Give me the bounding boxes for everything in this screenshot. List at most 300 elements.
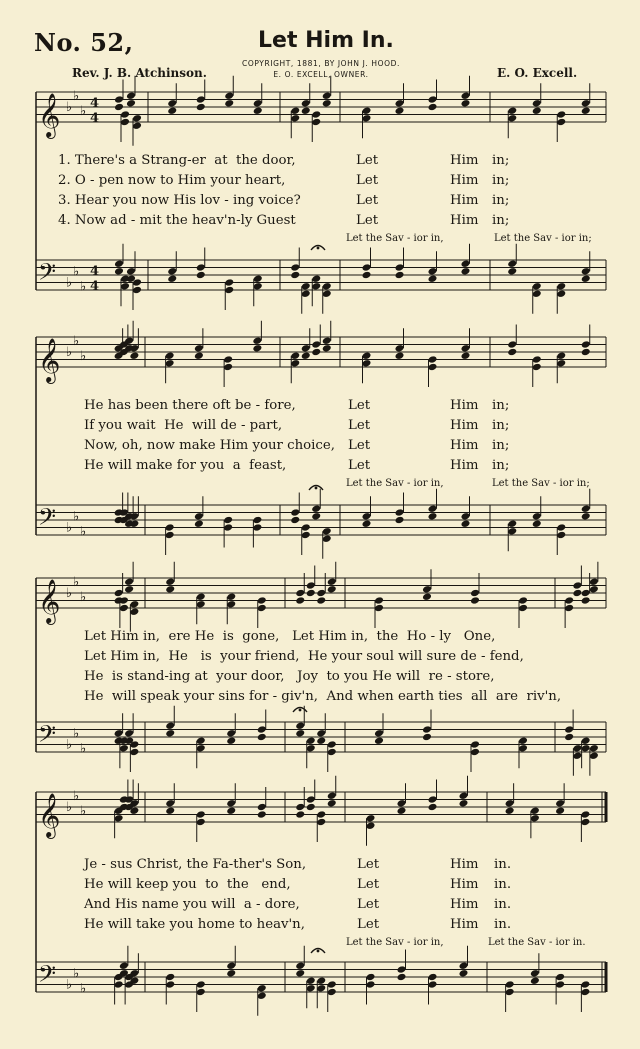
- note-head: [165, 523, 175, 532]
- note-head: [428, 267, 438, 276]
- note-head: [226, 729, 236, 738]
- refrain-echo: Let the Sav - ior in,: [346, 233, 444, 244]
- hymn-author: Rev. J. B. Atchinson.: [72, 66, 207, 80]
- note-head: [322, 289, 332, 298]
- verse-end: in;: [492, 418, 510, 433]
- treble-clef-icon: 𝄞: [38, 579, 61, 623]
- note-head: [253, 106, 263, 115]
- note-head: [428, 363, 438, 372]
- note-head: [295, 810, 305, 819]
- verse-let: Let: [348, 458, 371, 473]
- verse-let: Let: [356, 193, 379, 208]
- note-head: [196, 600, 206, 609]
- note-head: [532, 355, 542, 364]
- note-head: [327, 980, 337, 989]
- note-head: [306, 589, 316, 598]
- note-head: [223, 523, 233, 532]
- note-head: [556, 531, 566, 540]
- note-head: [505, 980, 515, 989]
- note-head: [362, 106, 372, 115]
- note-head: [311, 348, 321, 357]
- flat-icon: ♭: [66, 800, 73, 815]
- note-head: [257, 991, 267, 1000]
- note-head: [165, 359, 175, 368]
- note-head: [362, 263, 372, 272]
- note-head: [327, 988, 337, 997]
- note-head: [530, 806, 540, 815]
- note-head: [397, 973, 407, 982]
- note-head: [470, 589, 480, 598]
- note-head: [290, 271, 300, 280]
- verse-line: 2. O - pen now to Him your heart,: [58, 173, 286, 188]
- note-head: [555, 806, 565, 815]
- note-head: [428, 274, 438, 283]
- note-head: [428, 795, 438, 804]
- verse-line: Let Him in, ere He is gone, Let Him in, the Ho - ly One,: [84, 629, 496, 644]
- verse-end: in;: [492, 173, 510, 188]
- copyright-owner: E. O. EXCELL, OWNER.: [273, 70, 369, 79]
- note-head: [556, 351, 566, 360]
- note-head: [461, 351, 471, 360]
- note-head: [374, 596, 384, 605]
- note-head: [327, 585, 337, 594]
- note-head: [395, 351, 405, 360]
- note-head: [167, 106, 177, 115]
- note-head: [290, 106, 300, 115]
- note-head: [322, 336, 332, 345]
- note-head: [518, 736, 528, 745]
- note-head: [459, 961, 469, 970]
- note-head: [226, 736, 236, 745]
- note-head: [556, 523, 566, 532]
- note-head: [327, 577, 337, 586]
- note-head: [132, 286, 142, 295]
- note-head: [581, 504, 591, 513]
- note-head: [114, 259, 124, 268]
- refrain-echo: Let the Sav - ior in,: [346, 937, 444, 948]
- flat-icon: ♭: [66, 275, 73, 291]
- verse-him: Him: [450, 458, 479, 473]
- note-head: [362, 114, 372, 123]
- note-head: [461, 267, 471, 276]
- note-head: [165, 721, 175, 730]
- note-head: [252, 336, 262, 345]
- note-head: [316, 589, 326, 598]
- note-head: [223, 355, 233, 364]
- verse-end: in;: [492, 438, 510, 453]
- note-head: [196, 988, 206, 997]
- treble-clef-icon: 𝄞: [38, 338, 61, 382]
- note-head: [470, 748, 480, 757]
- note-head: [224, 278, 234, 287]
- verse-end: in;: [492, 153, 510, 168]
- note-head: [397, 965, 407, 974]
- hymn-composer: E. O. Excell.: [497, 66, 578, 80]
- verse-him: Him: [450, 213, 479, 228]
- verse-let: Let: [357, 877, 380, 892]
- flat-icon: ♭: [66, 737, 73, 753]
- note-head: [470, 740, 480, 749]
- note-head: [366, 973, 376, 982]
- note-head: [226, 806, 236, 815]
- verse-line: He has been there oft be - fore,: [84, 398, 296, 413]
- note-head: [306, 795, 316, 804]
- note-head: [196, 592, 206, 601]
- note-head: [301, 282, 311, 291]
- note-head: [459, 969, 469, 978]
- note-head: [518, 604, 528, 613]
- verse-end: in.: [494, 917, 512, 932]
- flat-icon: ♭: [80, 589, 87, 605]
- note-head: [507, 114, 517, 123]
- note-head: [114, 103, 124, 112]
- note-head: [165, 973, 175, 982]
- note-head: [374, 729, 384, 738]
- note-head: [362, 351, 372, 360]
- flat-icon: ♭: [73, 966, 80, 982]
- note-head: [428, 95, 438, 104]
- verse-end: in.: [494, 857, 512, 872]
- copyright-line: COPYRIGHT, 1881, BY JOHN J. HOOD.: [242, 59, 400, 68]
- refrain-echo: Let the Sav - ior in;: [492, 478, 590, 489]
- bass-clef-icon: 𝄢: [38, 720, 57, 753]
- note-head: [518, 744, 528, 753]
- treble-clef-icon: 𝄞: [38, 93, 61, 137]
- note-head: [532, 512, 542, 521]
- note-head: [196, 95, 206, 104]
- note-head: [428, 512, 438, 521]
- verse-him: Him: [450, 398, 479, 413]
- verse-him: Him: [450, 897, 479, 912]
- note-head: [581, 589, 591, 598]
- note-head: [311, 110, 321, 119]
- verse-line: Let Him in, He is your friend, He your soul will sure de - fend,: [84, 649, 524, 664]
- hymn-title: Let Him In.: [258, 28, 394, 53]
- note-head: [306, 803, 316, 812]
- note-head: [322, 527, 332, 536]
- note-head: [461, 259, 471, 268]
- verse-him: Him: [450, 917, 479, 932]
- note-head: [428, 504, 438, 513]
- note-head: [290, 351, 300, 360]
- flat-icon: ♭: [73, 333, 80, 349]
- note-head: [311, 512, 321, 521]
- note-head: [564, 604, 574, 613]
- note-head: [422, 592, 432, 601]
- time-signature: 4: [90, 279, 100, 294]
- note-head: [581, 596, 591, 605]
- note-head: [589, 577, 599, 586]
- note-head: [581, 512, 591, 521]
- note-head: [395, 516, 405, 525]
- note-head: [129, 351, 139, 360]
- note-head: [306, 736, 316, 745]
- note-head: [165, 799, 175, 808]
- flat-icon: ♭: [80, 103, 87, 119]
- note-head: [428, 803, 438, 812]
- verse-line: He is stand-ing at your door, Joy to you He will re - store,: [84, 669, 495, 684]
- bass-clef-icon: 𝄢: [38, 960, 57, 993]
- note-head: [224, 99, 234, 108]
- note-head: [194, 519, 204, 528]
- note-head: [301, 351, 311, 360]
- verse-line: He will take you home to heav'n,: [84, 917, 305, 932]
- note-head: [306, 744, 316, 753]
- note-head: [580, 818, 590, 827]
- note-head: [530, 814, 540, 823]
- note-head: [507, 519, 517, 528]
- note-head: [257, 733, 267, 742]
- note-head: [295, 969, 305, 978]
- note-head: [120, 110, 130, 119]
- note-head: [374, 604, 384, 613]
- note-head: [196, 103, 206, 112]
- note-head: [555, 980, 565, 989]
- verse-line: 1. There's a Strang-er at the door,: [58, 153, 296, 168]
- note-head: [530, 969, 540, 978]
- note-head: [461, 91, 471, 100]
- note-head: [126, 91, 136, 100]
- flat-icon: ♭: [66, 345, 73, 360]
- note-head: [306, 984, 316, 993]
- note-head: [374, 736, 384, 745]
- verse-let: Let: [356, 213, 379, 228]
- note-head: [532, 363, 542, 372]
- note-head: [257, 810, 267, 819]
- flat-icon: ♭: [66, 977, 73, 993]
- flat-icon: ♭: [73, 509, 80, 525]
- note-head: [196, 818, 206, 827]
- note-head: [253, 282, 263, 291]
- note-head: [301, 106, 311, 115]
- note-head: [366, 821, 376, 830]
- note-head: [470, 596, 480, 605]
- bass-clef-icon: 𝄢: [38, 503, 57, 536]
- note-head: [126, 267, 136, 276]
- note-head: [556, 282, 566, 291]
- flat-icon: ♭: [73, 574, 80, 590]
- note-head: [124, 585, 134, 594]
- flat-icon: ♭: [66, 520, 73, 536]
- note-head: [428, 103, 438, 112]
- note-head: [580, 810, 590, 819]
- note-head: [257, 604, 267, 613]
- treble-clef-icon: 𝄞: [38, 793, 61, 837]
- note-head: [165, 980, 175, 989]
- note-head: [311, 282, 321, 291]
- note-head: [311, 118, 321, 127]
- note-head: [316, 729, 326, 738]
- note-head: [316, 810, 326, 819]
- note-head: [165, 729, 175, 738]
- note-head: [532, 282, 542, 291]
- note-head: [311, 340, 321, 349]
- note-head: [257, 596, 267, 605]
- note-head: [306, 976, 316, 985]
- verse-line: Je - sus Christ, the Fa-ther's Son,: [84, 857, 307, 872]
- note-head: [395, 99, 405, 108]
- note-head: [223, 516, 233, 525]
- verse-him: Him: [450, 877, 479, 892]
- note-head: [459, 791, 469, 800]
- note-head: [126, 99, 136, 108]
- note-head: [124, 577, 134, 586]
- verse-him: Him: [450, 173, 479, 188]
- note-head: [226, 600, 236, 609]
- verse-end: in.: [494, 897, 512, 912]
- note-head: [167, 267, 177, 276]
- note-head: [507, 340, 517, 349]
- note-head: [224, 91, 234, 100]
- verse-line: Now, oh, now make Him your choice,: [84, 438, 335, 453]
- note-head: [196, 980, 206, 989]
- note-head: [422, 725, 432, 734]
- note-head: [167, 99, 177, 108]
- note-head: [194, 512, 204, 521]
- note-head: [564, 596, 574, 605]
- note-head: [226, 799, 236, 808]
- fermata-icon: [317, 950, 320, 953]
- note-head: [129, 607, 139, 616]
- note-head: [311, 274, 321, 283]
- fermata-icon: [315, 487, 318, 490]
- note-head: [532, 289, 542, 298]
- note-head: [257, 725, 267, 734]
- note-head: [322, 344, 332, 353]
- note-head: [581, 267, 591, 276]
- time-signature: 4: [90, 111, 100, 126]
- flat-icon: ♭: [73, 264, 80, 280]
- time-signature: 4: [90, 264, 100, 279]
- note-head: [196, 810, 206, 819]
- note-head: [114, 267, 124, 276]
- note-head: [362, 271, 372, 280]
- note-head: [295, 596, 305, 605]
- note-head: [311, 504, 321, 513]
- note-head: [589, 585, 599, 594]
- note-head: [120, 282, 130, 291]
- verse-him: Him: [450, 438, 479, 453]
- refrain-echo: Let the Sav - ior in.: [488, 937, 586, 948]
- note-head: [119, 961, 129, 970]
- verse-let: Let: [348, 438, 371, 453]
- verse-end: in;: [492, 213, 510, 228]
- verse-let: Let: [348, 418, 371, 433]
- note-head: [301, 531, 311, 540]
- note-head: [226, 969, 236, 978]
- note-head: [366, 814, 376, 823]
- flat-icon: ♭: [80, 741, 87, 757]
- note-head: [114, 95, 124, 104]
- note-head: [257, 984, 267, 993]
- note-head: [224, 286, 234, 295]
- note-head: [581, 99, 591, 108]
- note-head: [322, 282, 332, 291]
- flat-icon: ♭: [66, 100, 73, 115]
- note-head: [572, 751, 582, 760]
- note-head: [580, 980, 590, 989]
- note-head: [253, 274, 263, 283]
- note-head: [532, 106, 542, 115]
- note-head: [114, 729, 124, 738]
- hymn-number: No. 52,: [34, 28, 134, 57]
- note-head: [226, 592, 236, 601]
- flat-icon: ♭: [73, 88, 80, 104]
- note-head: [459, 799, 469, 808]
- note-head: [505, 988, 515, 997]
- note-head: [589, 751, 599, 760]
- verse-line: He will make for you a feast,: [84, 458, 287, 473]
- note-head: [252, 516, 262, 525]
- note-head: [327, 748, 337, 757]
- fermata-icon: [317, 247, 320, 250]
- note-head: [564, 725, 574, 734]
- note-head: [165, 585, 175, 594]
- note-head: [252, 523, 262, 532]
- note-head: [395, 508, 405, 517]
- flat-icon: ♭: [80, 524, 87, 540]
- note-head: [295, 803, 305, 812]
- fermata-icon: [299, 709, 302, 712]
- note-head: [301, 99, 311, 108]
- flat-icon: ♭: [80, 348, 87, 364]
- note-head: [226, 961, 236, 970]
- note-head: [290, 516, 300, 525]
- flat-icon: ♭: [80, 803, 87, 819]
- verse-end: in;: [492, 193, 510, 208]
- note-head: [165, 351, 175, 360]
- note-head: [505, 799, 515, 808]
- note-head: [316, 976, 326, 985]
- note-head: [428, 355, 438, 364]
- note-head: [295, 721, 305, 730]
- note-head: [132, 114, 142, 123]
- note-head: [301, 289, 311, 298]
- note-head: [295, 729, 305, 738]
- note-head: [223, 363, 233, 372]
- note-head: [580, 988, 590, 997]
- note-head: [129, 600, 139, 609]
- note-head: [518, 596, 528, 605]
- note-head: [196, 736, 206, 745]
- note-head: [581, 274, 591, 283]
- note-head: [505, 806, 515, 815]
- note-head: [564, 733, 574, 742]
- note-head: [196, 744, 206, 753]
- verse-him: Him: [450, 153, 479, 168]
- note-head: [114, 589, 124, 598]
- note-head: [397, 799, 407, 808]
- note-head: [322, 91, 332, 100]
- note-head: [572, 581, 582, 590]
- verse-line: And His name you will a - dore,: [84, 897, 300, 912]
- note-head: [322, 534, 332, 543]
- verse-let: Let: [357, 897, 380, 912]
- verse-end: in;: [492, 458, 510, 473]
- note-head: [194, 344, 204, 353]
- verse-let: Let: [357, 917, 380, 932]
- note-head: [422, 585, 432, 594]
- note-head: [295, 589, 305, 598]
- note-head: [530, 976, 540, 985]
- note-head: [362, 359, 372, 368]
- note-head: [555, 973, 565, 982]
- verse-let: Let: [348, 398, 371, 413]
- note-head: [556, 110, 566, 119]
- note-head: [316, 596, 326, 605]
- note-head: [306, 581, 316, 590]
- note-head: [507, 106, 517, 115]
